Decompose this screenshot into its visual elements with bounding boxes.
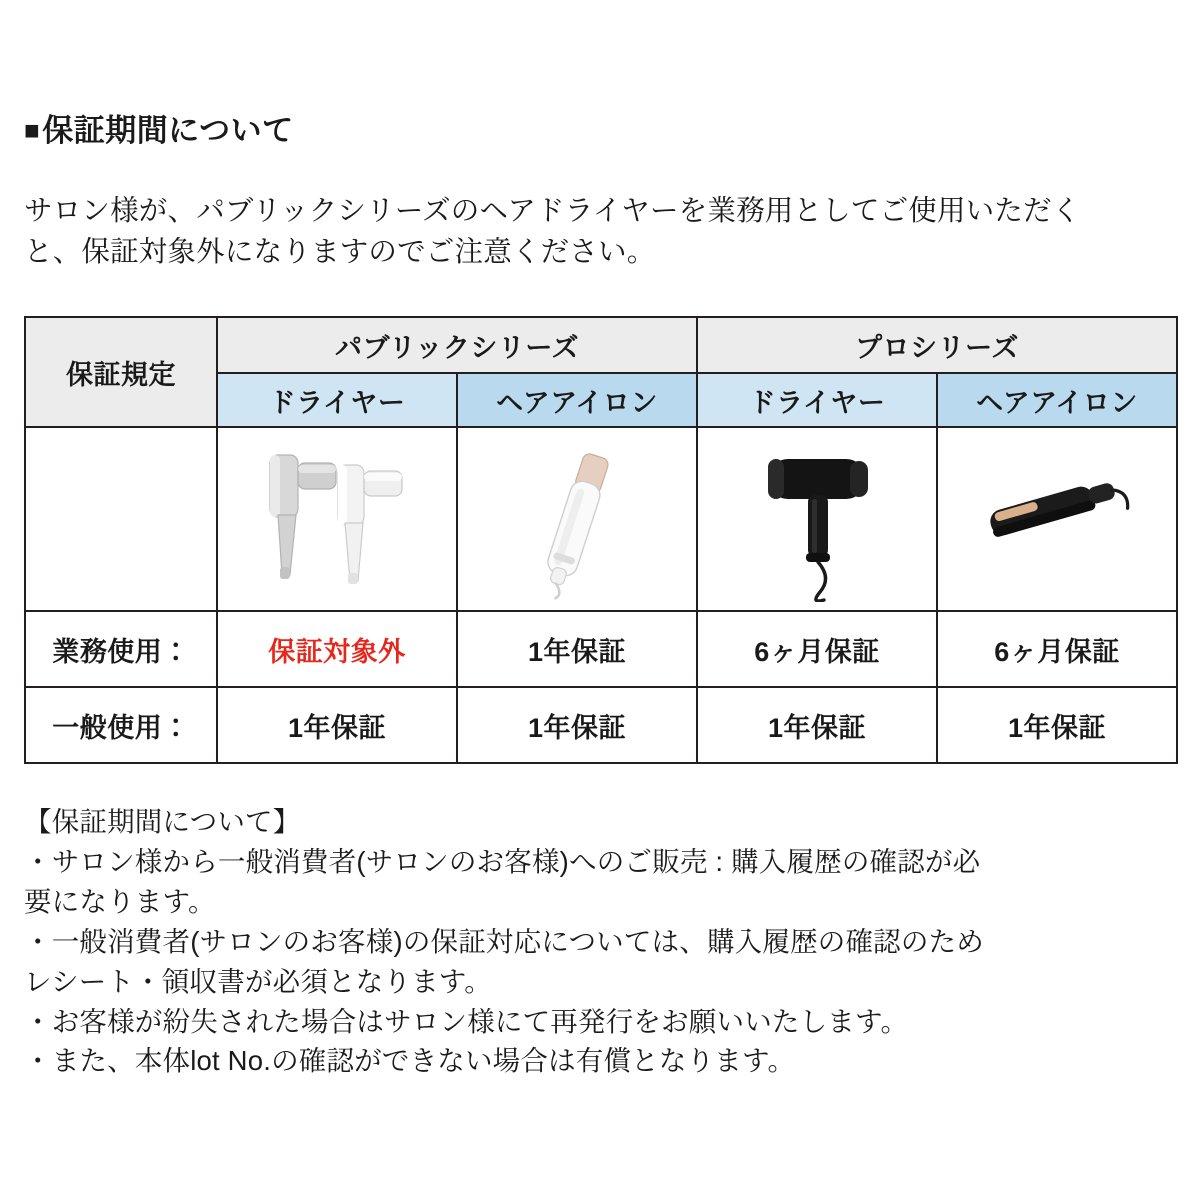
intro-line-2: と、保証対象外になりますのでご注意ください。 bbox=[24, 235, 656, 268]
warranty-table bbox=[24, 316, 1178, 764]
notes-line-4: レシート・領収書が必須となります。 bbox=[24, 965, 493, 997]
table-row bbox=[25, 687, 1177, 763]
cell-general-public-iron: 1年保証 bbox=[457, 687, 697, 763]
page-title-text: 保証期間について bbox=[42, 113, 294, 148]
hair-dryer-white-icon bbox=[217, 427, 457, 611]
table-corner-label: 保証規定 bbox=[25, 317, 217, 427]
cell-business-public-iron: 1年保証 bbox=[457, 611, 697, 687]
hair-iron-black-icon bbox=[937, 427, 1177, 611]
cell-business-pro-iron: 6ヶ月保証 bbox=[937, 611, 1177, 687]
table-row bbox=[25, 611, 1177, 687]
notes-line-2: 要になります。 bbox=[24, 885, 216, 917]
table-product-image-row bbox=[25, 427, 1177, 611]
notes-line-3: ・一般消費者(サロンのお客様)の保証対応については、購入履歴の確認のため bbox=[24, 925, 984, 957]
bullet-icon: ■ bbox=[24, 115, 41, 145]
intro-line-1: サロン様が、パブリックシリーズのヘアドライヤーを業務用としてご使用いただく bbox=[24, 195, 1081, 228]
notes-line-1: ・サロン様から一般消費者(サロンのお客様)へのご販売 : 購入履歴の確認が必 bbox=[24, 846, 981, 877]
table-column-pro-iron: ヘアアイロン bbox=[937, 373, 1177, 427]
hair-dryer-black-icon bbox=[697, 427, 937, 611]
cell-business-pro-dryer: 6ヶ月保証 bbox=[697, 611, 937, 687]
warranty-notes bbox=[24, 764, 1176, 1081]
cell-general-public-dryer: 1年保証 bbox=[217, 687, 457, 763]
page-title bbox=[24, 0, 1176, 149]
table-header-group-row bbox=[25, 317, 1177, 373]
cell-general-pro-iron: 1年保証 bbox=[937, 687, 1177, 763]
table-image-row-label-cell bbox=[25, 427, 217, 611]
table-group-public: パブリックシリーズ bbox=[217, 317, 697, 373]
notes-line-6: ・また、本体lot No.の確認ができない場合は有償となります。 bbox=[24, 1045, 796, 1077]
table-group-pro: プロシリーズ bbox=[697, 317, 1177, 373]
notes-line-5: ・お客様が紛失された場合はサロン様にて再発行をお願いいたします。 bbox=[24, 1005, 909, 1037]
cell-general-pro-dryer: 1年保証 bbox=[697, 687, 937, 763]
row-label-general-use: 一般使用： bbox=[25, 687, 217, 763]
table-column-public-iron: ヘアアイロン bbox=[457, 373, 697, 427]
table-column-pro-dryer: ドライヤー bbox=[697, 373, 937, 427]
row-label-business-use: 業務使用： bbox=[25, 611, 217, 687]
hair-iron-white-icon bbox=[457, 427, 697, 611]
notes-title: 【保証期間について】 bbox=[24, 806, 301, 838]
cell-business-public-dryer: 保証対象外 bbox=[217, 611, 457, 687]
table-column-public-dryer: ドライヤー bbox=[217, 373, 457, 427]
intro-paragraph bbox=[24, 149, 1176, 272]
